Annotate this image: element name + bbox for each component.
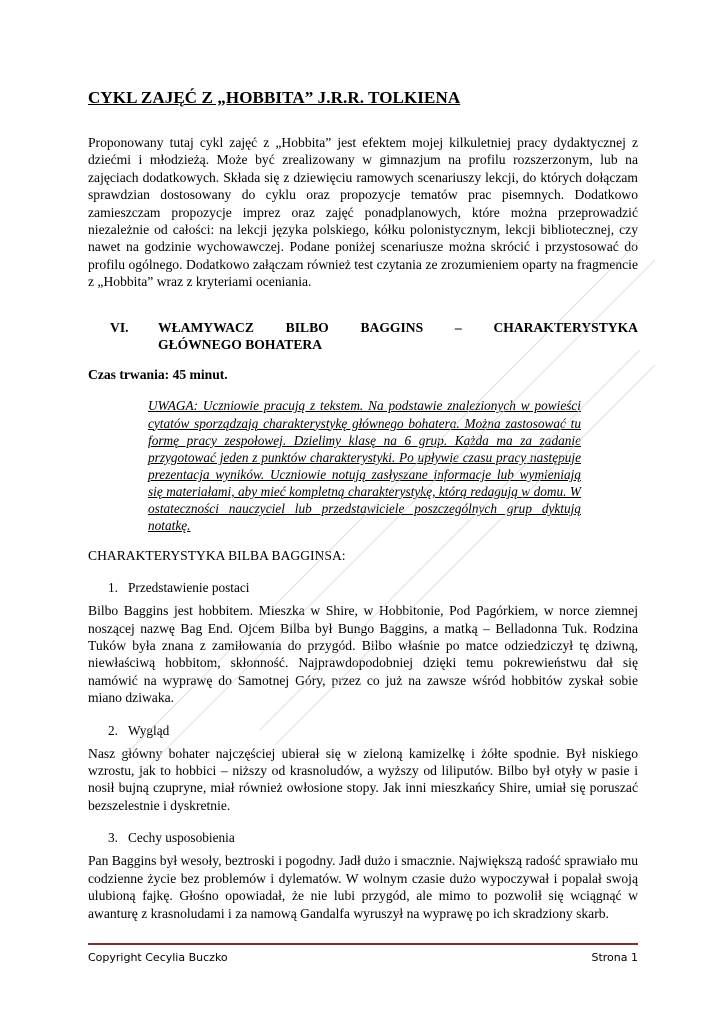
item-paragraph: Pan Baggins był wesoły, beztroski i pogodny. Jadł dużo i smacznie. Największą radość sprawiało mu codzienne życie bez problemów i dylematów. W wolnym czasie dużo wypoczywał i popalał swoją ulubioną fajkę. Głośno opowiadał, że nie lubi przygód, ale mimo to pozwolił się wciągnąć w awanturę z krasnoludami i za namową Gandalfa wyruszył na wyprawę po ich skradziony skarb. [88, 853, 638, 921]
item-number: 1. [108, 580, 118, 596]
duration-label: Czas trwania: 45 minut. [88, 367, 228, 383]
list-item [108, 723, 638, 739]
item-paragraph: Nasz główny bohater najczęściej ubierał się w zieloną kamizelkę i żółte spodnie. Był niskiego wzrostu, jak to hobbici – niższy od krasnoludów, a wyższy od liliputów. Bilbo był otyły w pasie i nosił bujną czupryne, miał również owłosione stopy. Jak inni mieszkańcy Shire, umiał się poruszać bezszelestnie i dyskretnie. [88, 745, 638, 813]
section-title-line1: WŁAMYWACZ BILBO BAGGINS – CHARAKTERYSTYKA [158, 319, 638, 335]
characteristic-label: CHARAKTERYSTYKA BILBA BAGGINSA: [88, 548, 346, 564]
item-number: 3. [108, 830, 118, 846]
item-paragraph: Bilbo Baggins jest hobbitem. Mieszka w Shire, w Hobbitonie, Pod Pagórkiem, w norce ziemnej noszącej nazwę Bag End. Ojcem Bilba był Bungo Baggins, a matką – Belladonna Tuk. Rodzina Tuków była znana z zamiłowania do przygód. Bilbo właśnie po matce odziedziczył tę dziwną, niewłaściwą hobbitom, skłonność. Najprawdopodobniej dzięki temu pokrewieństwu dał się namówić na wyprawę do Samotnej Góry, przez co już na zawsze wśród hobbitów zyskał sobie miano dziwaka. [88, 603, 638, 706]
item-number: 2. [108, 722, 118, 738]
footer-divider [88, 943, 638, 945]
section-number: VI. [110, 319, 129, 335]
list-item [108, 830, 638, 846]
list-item [108, 580, 638, 596]
intro-paragraph: Proponowany tutaj cykl zajęć z „Hobbita” jest efektem mojej kilkuletniej pracy dydaktycznej z dziećmi i młodzieżą. Może być zrealizowany w gimnazjum na profilu rozszerzonym, lub na zajęciach dodatkowych. Składa się z dziewięciu ramowych scenariuszy lekcji, do których dołączam sprawdzian dostosowany do cyklu oraz propozycje tematów prac pisemnych. Dodatkowo zamieszczam propozycje imprez oraz zajęć ponadplanowych, które można przeprowadzić niezależnie od całości: na lekcji języka polskiego, kółku polonistycznym, lekcji bibliotecznej, czy nawet na godzinie wychowawczej. Podane poniżej scenariusze można skrócić i przystosować do profilu ogólnego. Dodatkowo załączam również test czytania ze zrozumieniem oparty na fragmencie z „Hobbita” wraz z kryteriami oceniania. [88, 135, 638, 290]
item-heading: Przedstawienie postaci [128, 580, 250, 596]
section-title-line2: GŁÓWNEGO BOHATERA [158, 337, 323, 353]
page-footer [88, 951, 638, 964]
item-heading: Cechy usposobienia [128, 830, 235, 846]
item-heading: Wygląd [128, 722, 170, 738]
footer-page-number: Strona 1 [591, 951, 638, 964]
page-title: CYKL ZAJĘĆ Z „HOBBITA” J.R.R. TOLKIENA [88, 88, 461, 107]
section-heading [88, 319, 638, 336]
document-page [88, 88, 638, 922]
teacher-note: UWAGA: Uczniowie pracują z tekstem. Na podstawie znalezionych w powieści cytatów sporządzają charakterystykę głównego bohatera. Można zastosować tu formę pracy zespołowej. Dzielimy klasę na 6 grup. Każda ma za zadanie przygotować jeden z punktów charakterystyki. Po upływie czasu pracy następuje prezentacja wyników. Uczniowie notują zasłyszane informacje lub wymieniają się materiałami, aby mieć kompletną charakterystykę, którą redagują w domu. W ostateczności nauczyciel lub przedstawiciele poszczególnych grup dyktują notatkę. [148, 398, 581, 534]
footer-copyright: Copyright Cecylia Buczko [88, 951, 228, 964]
